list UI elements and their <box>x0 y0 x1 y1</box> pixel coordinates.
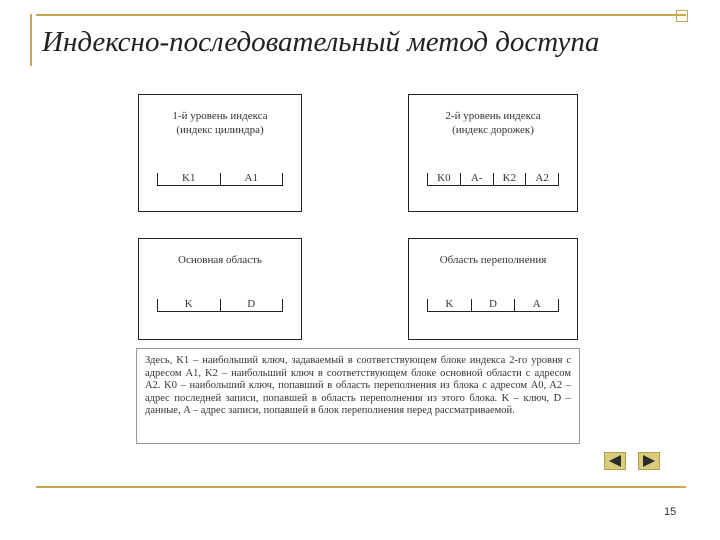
record-cell: K1 <box>182 172 196 184</box>
prev-slide-button[interactable] <box>604 452 626 470</box>
corner-square-icon <box>676 10 688 22</box>
record-cell: K <box>184 298 193 310</box>
index-level2-record <box>427 173 559 186</box>
index-level1-title-line1: 1-й уровень индекса <box>172 110 268 122</box>
record-cell: A- <box>460 173 493 185</box>
record-cell: A2 <box>525 173 558 185</box>
next-slide-button[interactable] <box>638 452 660 470</box>
description-text: Здесь, K1 – наибольший ключ, задаваемый в соответствующем блоке индекса 2-го уровня с адресом A1, K2 – наибольший ключ в соответствующем блоке основной области с адресом A2. K0 – наибольший ключ, попавший в область переполнения из блока с адресом A0, A2 – адрес последней записи, попавшей в область переполнения из этого блока. K – ключ, D – данные, A – адрес записи, попавшей в блок переполнения перед рассматриваемой. <box>136 348 580 444</box>
record-cell: A <box>514 299 558 311</box>
bottom-rule <box>36 486 686 488</box>
index-level2-box <box>408 94 578 212</box>
overflow-area-title: Область переполнения <box>439 254 547 266</box>
index-level1-record <box>157 173 283 186</box>
triangle-left-icon <box>608 455 622 467</box>
overflow-area-record <box>427 299 559 312</box>
left-rule <box>30 14 32 66</box>
index-level1-title-line2: (индекс цилиндра) <box>176 124 264 136</box>
record-cell: D <box>220 299 283 311</box>
index-level2-title-line1: 2-й уровень индекса <box>445 110 541 122</box>
slide-title: Индексно-последовательный метод доступа <box>42 26 600 58</box>
top-rule <box>36 14 686 16</box>
index-level1-box <box>138 94 302 212</box>
page-number: 15 <box>664 506 677 518</box>
record-cell: K0 <box>437 172 451 184</box>
main-area-title: Основная область <box>178 254 262 266</box>
main-area-box <box>138 238 302 340</box>
overflow-area-box <box>408 238 578 340</box>
record-cell: D <box>471 299 515 311</box>
triangle-right-icon <box>642 455 656 467</box>
record-cell: K <box>445 298 454 310</box>
main-area-record <box>157 299 283 312</box>
record-cell: K2 <box>493 173 526 185</box>
record-cell: A1 <box>220 173 283 185</box>
index-level2-title-line2: (индекс дорожек) <box>452 124 534 136</box>
